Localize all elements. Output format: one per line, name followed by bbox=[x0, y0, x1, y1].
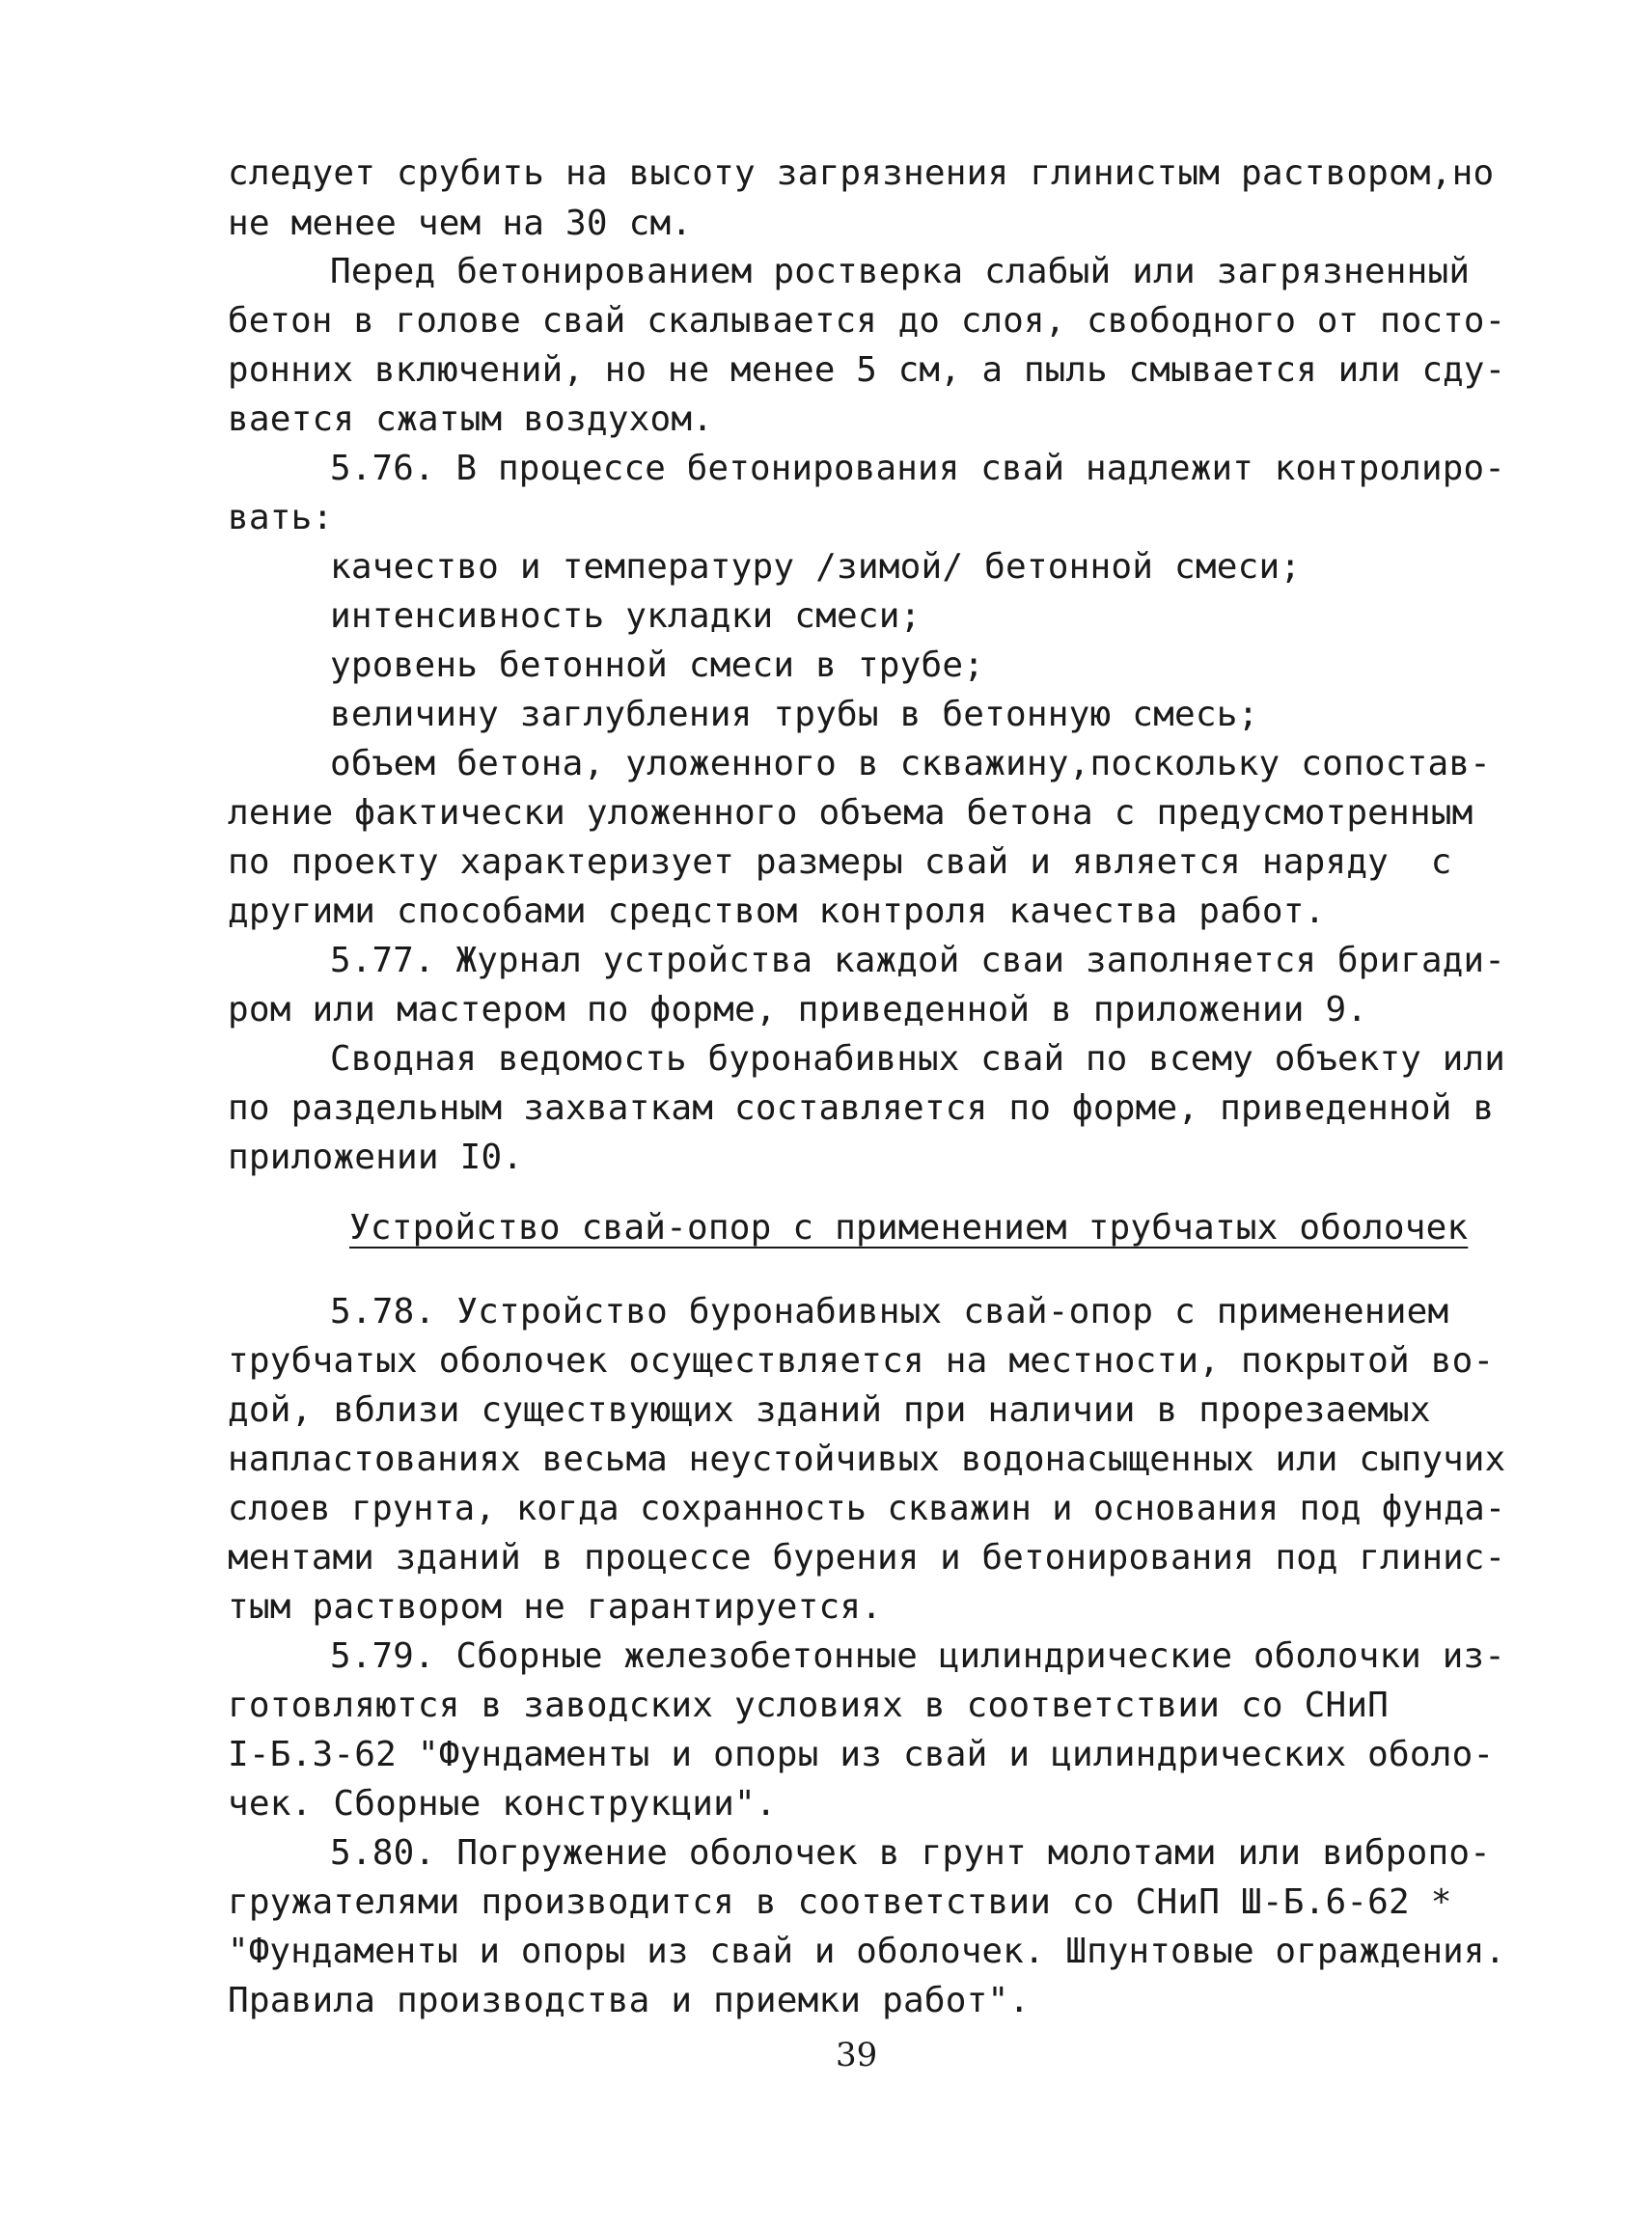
text-line: слоев грунта, когда сохранность скважин и основания под фунда- bbox=[228, 1489, 1506, 1528]
text-line: напластованиях весьма неустойчивых водонасыщенных или сыпучих bbox=[228, 1440, 1506, 1479]
list-item: объем бетона, уложенного в скважину,поскольку сопостав- bbox=[330, 744, 1492, 783]
text-line: вать: bbox=[228, 498, 334, 537]
text-line: не менее чем на 30 см. bbox=[228, 204, 693, 243]
text-line: трубчатых оболочек осуществляется на местности, покрытой во- bbox=[228, 1341, 1495, 1381]
text-line: 5.78. Устройство буронабивных свай-опор с применением bbox=[330, 1292, 1449, 1331]
text-line: "Фундаменты и опоры из свай и оболочек. Шпунтовые ограждения. bbox=[228, 1932, 1506, 1971]
text-line: ром или мастером по форме, приведенной в приложении 9. bbox=[228, 990, 1368, 1029]
text-line: тым раствором не гарантируется. bbox=[228, 1587, 883, 1627]
page-number: 39 bbox=[836, 2036, 878, 2074]
list-item: интенсивность укладки смеси; bbox=[330, 596, 922, 636]
text-line: дой, вблизи существующих зданий при наличии в прорезаемых bbox=[228, 1390, 1431, 1430]
text-line: ронних включений, но не менее 5 см, а пыль смывается или сду- bbox=[228, 350, 1506, 390]
list-item: величину заглубления трубы в бетонную смесь; bbox=[330, 695, 1259, 734]
text-line: следует срубить на высоту загрязнения глинистым раствором,но bbox=[228, 153, 1495, 193]
text-line: вается сжатым воздухом. bbox=[228, 399, 714, 439]
text-line: ление фактически уложенного объема бетона с предусмотренным bbox=[228, 793, 1473, 833]
text-line: гружателями производится в соответствии со СНиП Ш-Б.6-62 * bbox=[228, 1882, 1452, 1922]
text-line: ментами зданий в процессе бурения и бетонирования под глинис- bbox=[228, 1538, 1506, 1578]
text-line: по проекту характеризует размеры свай и является наряду с bbox=[228, 842, 1452, 882]
text-line: Перед бетонированием ростверка слабый или загрязненный bbox=[330, 252, 1471, 291]
text-line: Правила производства и приемки работ". bbox=[228, 1981, 1031, 2020]
text-line: 5.80. Погружение оболочек в грунт молотами или вибропо- bbox=[330, 1833, 1492, 1873]
list-item: уровень бетонной смеси в трубе; bbox=[330, 645, 985, 685]
section-heading: Устройство свай-опор с применением трубчатых оболочек bbox=[349, 1208, 1469, 1248]
text-line: 5.76. В процессе бетонирования свай надлежит контролиро- bbox=[330, 449, 1505, 488]
text-line: 5.77. Журнал устройства каждой сваи заполняется бригади- bbox=[330, 941, 1505, 980]
text-line: чек. Сборные конструкции". bbox=[228, 1784, 777, 1824]
list-item: качество и температуру /зимой/ бетонной смеси; bbox=[330, 547, 1302, 587]
text-line: по раздельным захваткам составляется по форме, приведенной в bbox=[228, 1088, 1495, 1128]
text-line: 5.79. Сборные железобетонные цилиндрические оболочки из- bbox=[330, 1636, 1505, 1676]
text-line: Сводная ведомость буронабивных свай по всему объекту или bbox=[330, 1039, 1505, 1079]
text-line: бетон в голове свай скалывается до слоя, свободного от посто- bbox=[228, 301, 1506, 341]
text-line: I-Б.3-62 "Фундаменты и опоры из свай и цилиндрических оболо- bbox=[228, 1735, 1495, 1774]
text-line: готовляются в заводских условиях в соответствии со СНиП bbox=[228, 1686, 1390, 1725]
text-line: приложении I0. bbox=[228, 1138, 524, 1177]
text-line: другими способами средством контроля качества работ. bbox=[228, 892, 1326, 931]
